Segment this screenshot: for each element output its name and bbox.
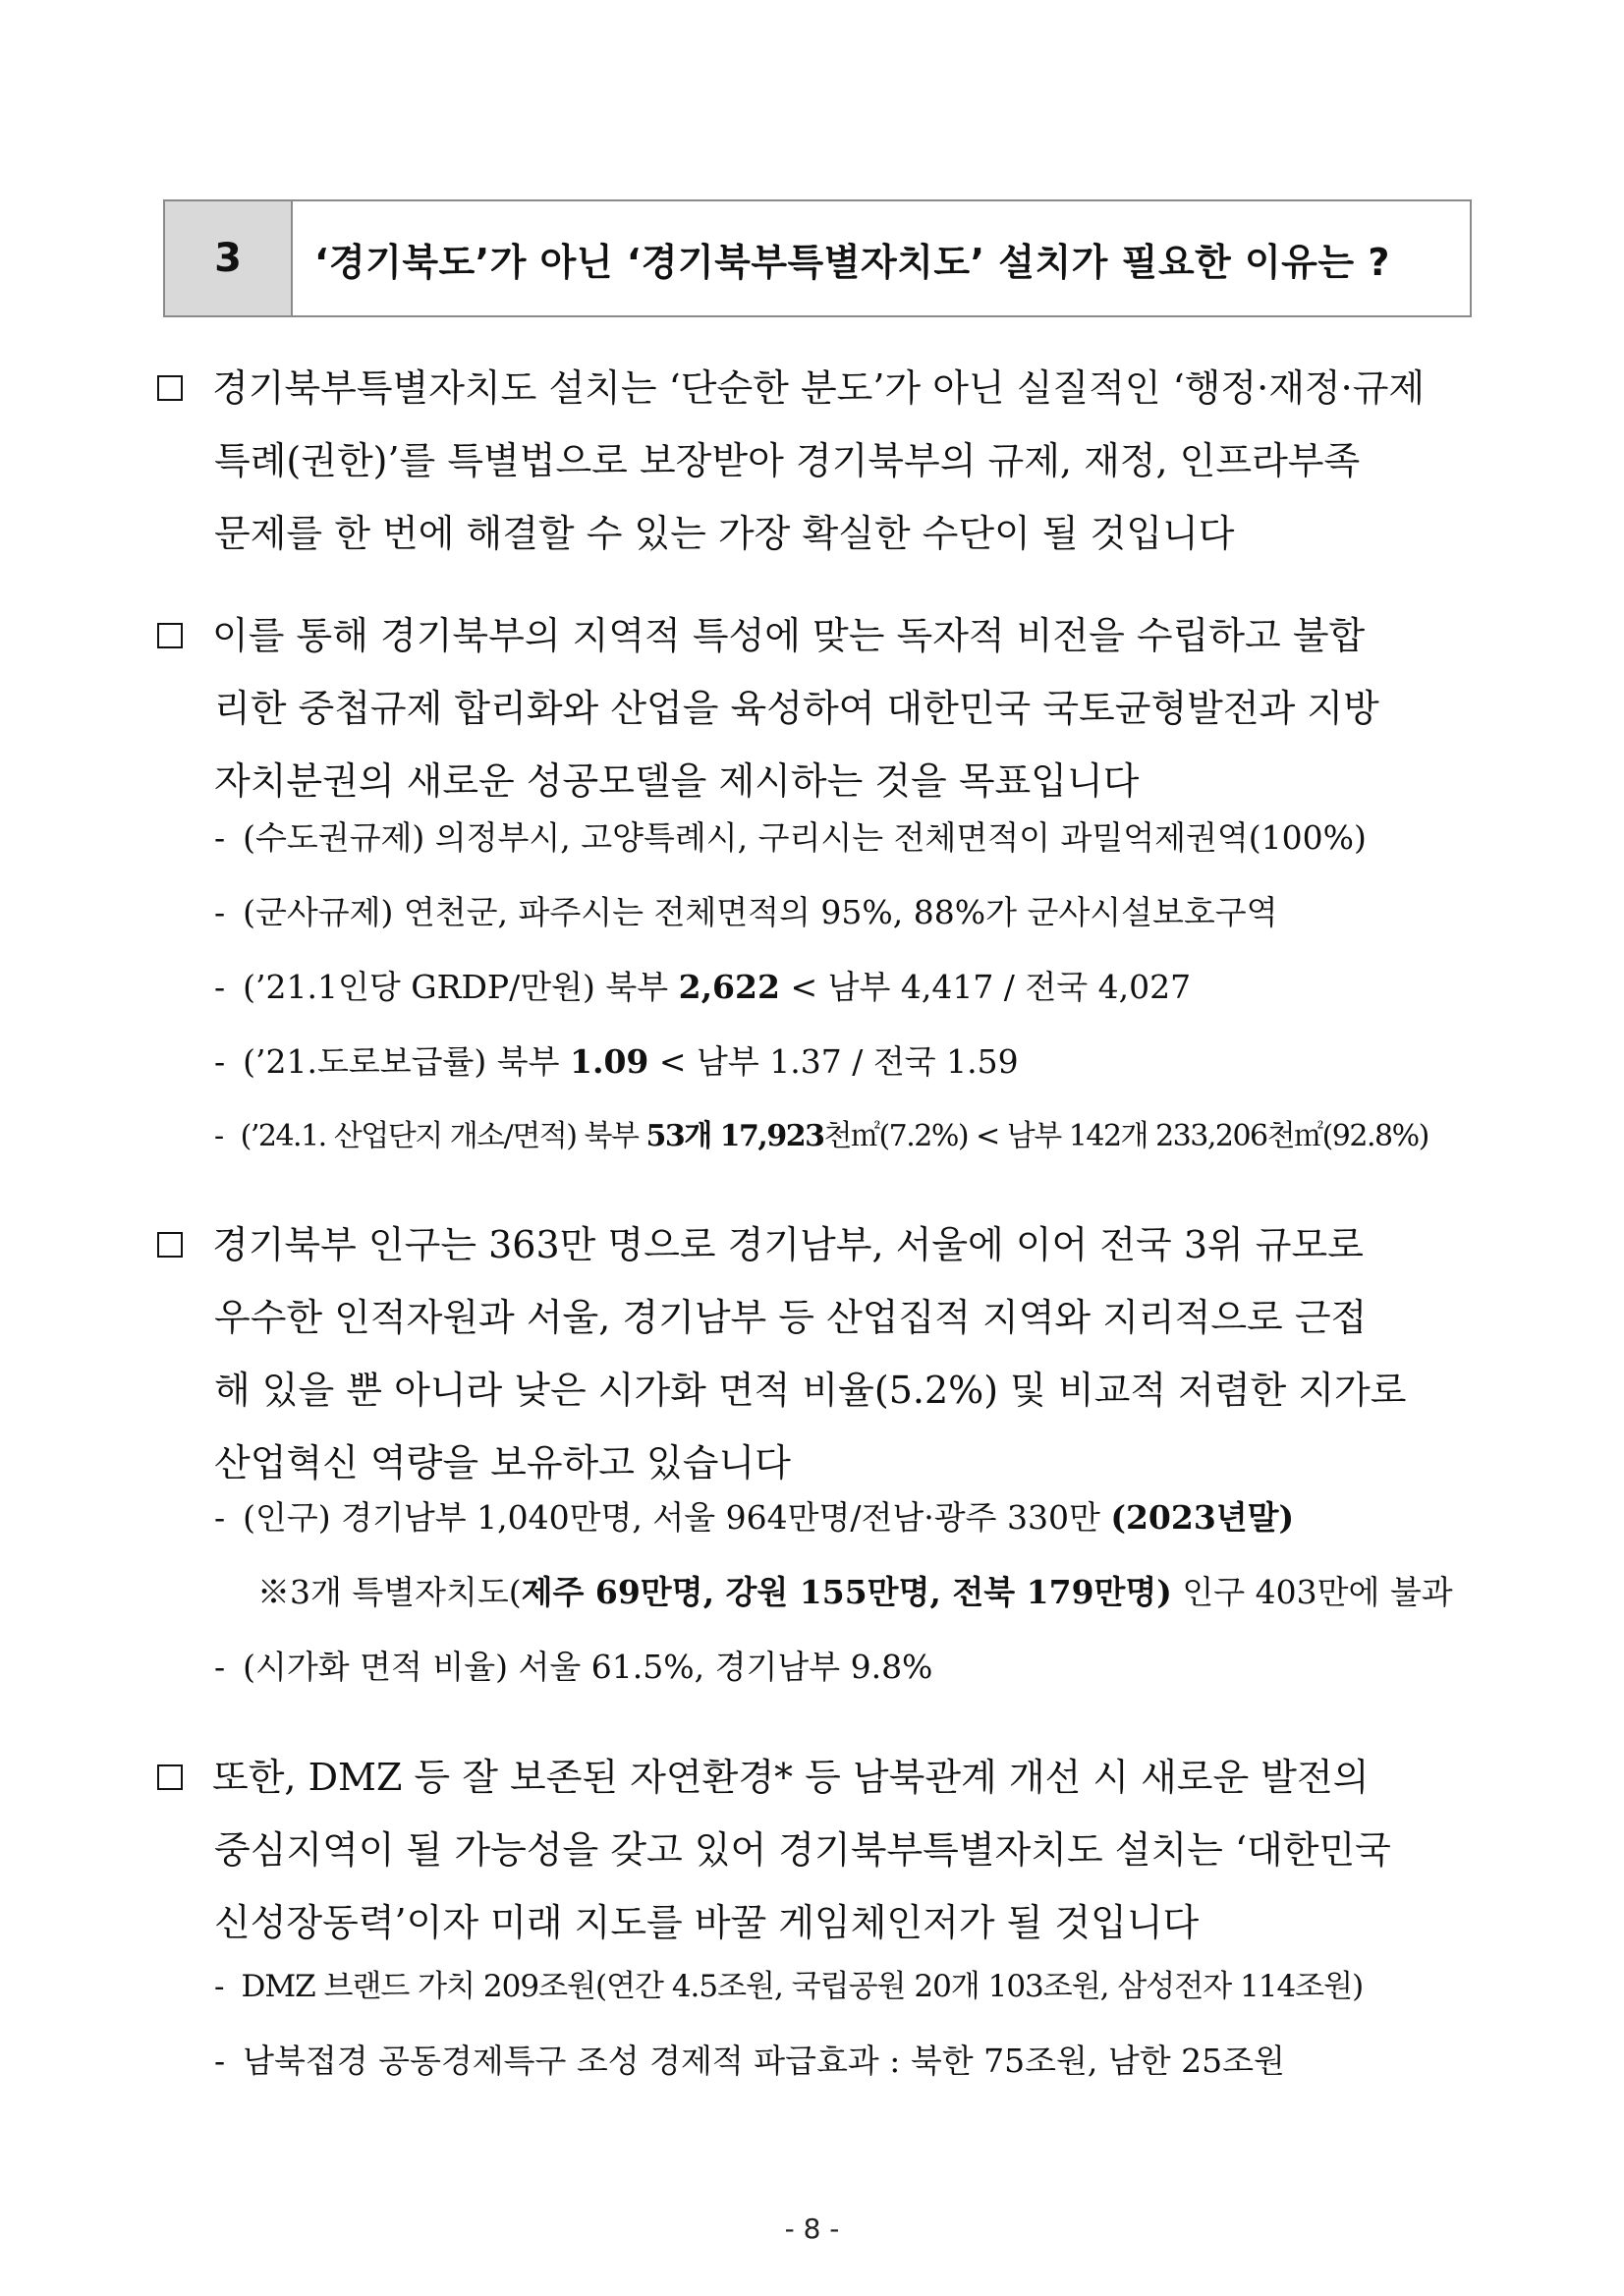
section-title: ‘경기북도’가 아닌 ‘경기북부특별자치도’ 설치가 필요한 이유는 ? bbox=[314, 240, 1390, 284]
sub-item bbox=[214, 1488, 1482, 1547]
paragraph-4 bbox=[157, 1741, 1479, 1959]
dash-bullet: - bbox=[214, 818, 226, 857]
checkbox-bullet-icon bbox=[157, 1232, 183, 1258]
paragraph-2 bbox=[157, 599, 1479, 817]
dash-bullet: - bbox=[214, 1648, 226, 1686]
sub-item-emphasis: 1.09 bbox=[570, 1042, 649, 1081]
dash-bullet: - bbox=[214, 1969, 224, 2004]
paragraph-1 bbox=[157, 352, 1479, 570]
dash-bullet: - bbox=[214, 1042, 226, 1081]
paragraph-3-line-3: 해 있을 뿐 아니라 낮은 시가화 면적 비율(5.2%) 및 비교적 저렴한 지가로 bbox=[214, 1369, 1407, 1412]
sub-item-text: (’21.1인당 GRDP/만원) 북부 bbox=[243, 968, 669, 1006]
sub-item-emphasis: 2,622 bbox=[678, 968, 780, 1006]
note-text: ※3개 특별자치도( bbox=[257, 1573, 522, 1611]
note-text: 인구 403만에 불과 bbox=[1171, 1573, 1453, 1611]
sub-item-text: < 남부 4,417 / 전국 4,027 bbox=[790, 968, 1192, 1006]
section-number: 3 bbox=[165, 201, 293, 315]
section-header bbox=[163, 199, 1472, 317]
sub-item bbox=[214, 1033, 1482, 1092]
sub-item bbox=[214, 1638, 1482, 1697]
paragraph-3-line-4: 산업혁신 역량을 보유하고 있습니다 bbox=[214, 1441, 791, 1484]
sub-item-text: < 남부 1.37 / 전국 1.59 bbox=[658, 1042, 1019, 1081]
paragraph-2-line-1: 이를 통해 경기북부의 지역적 특성에 맞는 독자적 비전을 수립하고 불합 bbox=[212, 614, 1366, 657]
sub-item-emphasis: (2023년말) bbox=[1110, 1498, 1295, 1537]
paragraph-1-line-3: 문제를 한 번에 해결할 수 있는 가장 확실한 수단이 될 것입니다 bbox=[214, 512, 1235, 555]
sub-item-text: 남북접경 공동경제특구 조성 경제적 파급효과 : 북한 75조원, 남한 25조원 bbox=[243, 2042, 1285, 2080]
sub-item bbox=[214, 958, 1482, 1017]
paragraph-line bbox=[157, 352, 1479, 424]
paragraph-4-line-3: 신성장동력’이자 미래 지도를 바꿀 게임체인저가 될 것입니다 bbox=[214, 1901, 1200, 1944]
paragraph-1-line-1: 경기북부특별자치도 설치는 ‘단순한 분도’가 아닌 실질적인 ‘행정·재정·규제 bbox=[212, 366, 1426, 410]
paragraph-4-line-1: 또한, DMZ 등 잘 보존된 자연환경* 등 남북관계 개선 시 새로운 발전의 bbox=[212, 1756, 1370, 1799]
paragraph-3-line-1: 경기북부 인구는 363만 명으로 경기남부, 서울에 이어 전국 3위 규모로 bbox=[212, 1223, 1364, 1266]
paragraph-3 bbox=[157, 1208, 1479, 1499]
sub-item-emphasis: 53개 17,923 bbox=[645, 1119, 824, 1153]
dash-bullet: - bbox=[214, 1498, 226, 1537]
sub-item-text: 천㎡(7.2%) < 남부 142개 233,206천㎡(92.8%) bbox=[823, 1119, 1428, 1153]
sub-item-text: (인구) 경기남부 1,040만명, 서울 964만명/전남·광주 330만 bbox=[243, 1498, 1100, 1537]
paragraph-line bbox=[157, 1741, 1479, 1814]
sub-item-text: (’21.도로보급률) 북부 bbox=[243, 1042, 560, 1081]
sub-item-text: (’24.1. 산업단지 개소/면적) 북부 bbox=[240, 1119, 639, 1153]
paragraph-3-line-2: 우수한 인적자원과 서울, 경기남부 등 산업집적 지역와 지리적으로 근접 bbox=[214, 1296, 1368, 1339]
dash-bullet: - bbox=[214, 1119, 223, 1153]
note-emphasis: 제주 69만명, 강원 155만명, 전북 179만명) bbox=[521, 1573, 1172, 1611]
dash-bullet: - bbox=[214, 968, 226, 1006]
sub-item-text: (군사규제) 연천군, 파주시는 전체면적의 95%, 88%가 군사시설보호구역 bbox=[243, 893, 1278, 931]
checkbox-bullet-icon bbox=[157, 375, 183, 401]
paragraph-line bbox=[157, 1208, 1479, 1281]
sub-item-text: (수도권규제) 의정부시, 고양특례시, 구리시는 전체면적이 과밀억제권역(100%) bbox=[243, 818, 1367, 857]
paragraph-2-line-3: 자치분권의 새로운 성공모델을 제시하는 것을 목표입니다 bbox=[214, 759, 1140, 803]
paragraph-4-line-2: 중심지역이 될 가능성을 갖고 있어 경기북부특별자치도 설치는 ‘대한민국 bbox=[214, 1828, 1391, 1872]
paragraph-2-line-2: 리한 중첩규제 합리화와 산업을 육성하여 대한민국 국토균형발전과 지방 bbox=[214, 687, 1379, 730]
dash-bullet: - bbox=[214, 893, 226, 931]
sub-item bbox=[214, 1107, 1482, 1166]
page-number: - 8 - bbox=[784, 2212, 840, 2245]
sub-item bbox=[214, 809, 1482, 868]
paragraph-1-line-2: 특례(권한)’를 특별법으로 보장받아 경기북부의 규제, 재정, 인프라부족 bbox=[214, 439, 1361, 482]
sub-item bbox=[214, 2032, 1482, 2091]
sub-item-text: (시가화 면적 비율) 서울 61.5%, 경기남부 9.8% bbox=[243, 1648, 933, 1686]
sub-item-text: DMZ 브랜드 가치 209조원(연간 4.5조원, 국립공원 20개 103조원, 삼성전자 114조원) bbox=[241, 1969, 1364, 2004]
dash-bullet: - bbox=[214, 2042, 226, 2080]
checkbox-bullet-icon bbox=[157, 623, 183, 648]
checkbox-bullet-icon bbox=[157, 1764, 183, 1790]
sub-item bbox=[214, 883, 1482, 942]
note-item bbox=[257, 1563, 1453, 1622]
paragraph-line bbox=[157, 599, 1479, 672]
sub-item bbox=[214, 1957, 1482, 2016]
